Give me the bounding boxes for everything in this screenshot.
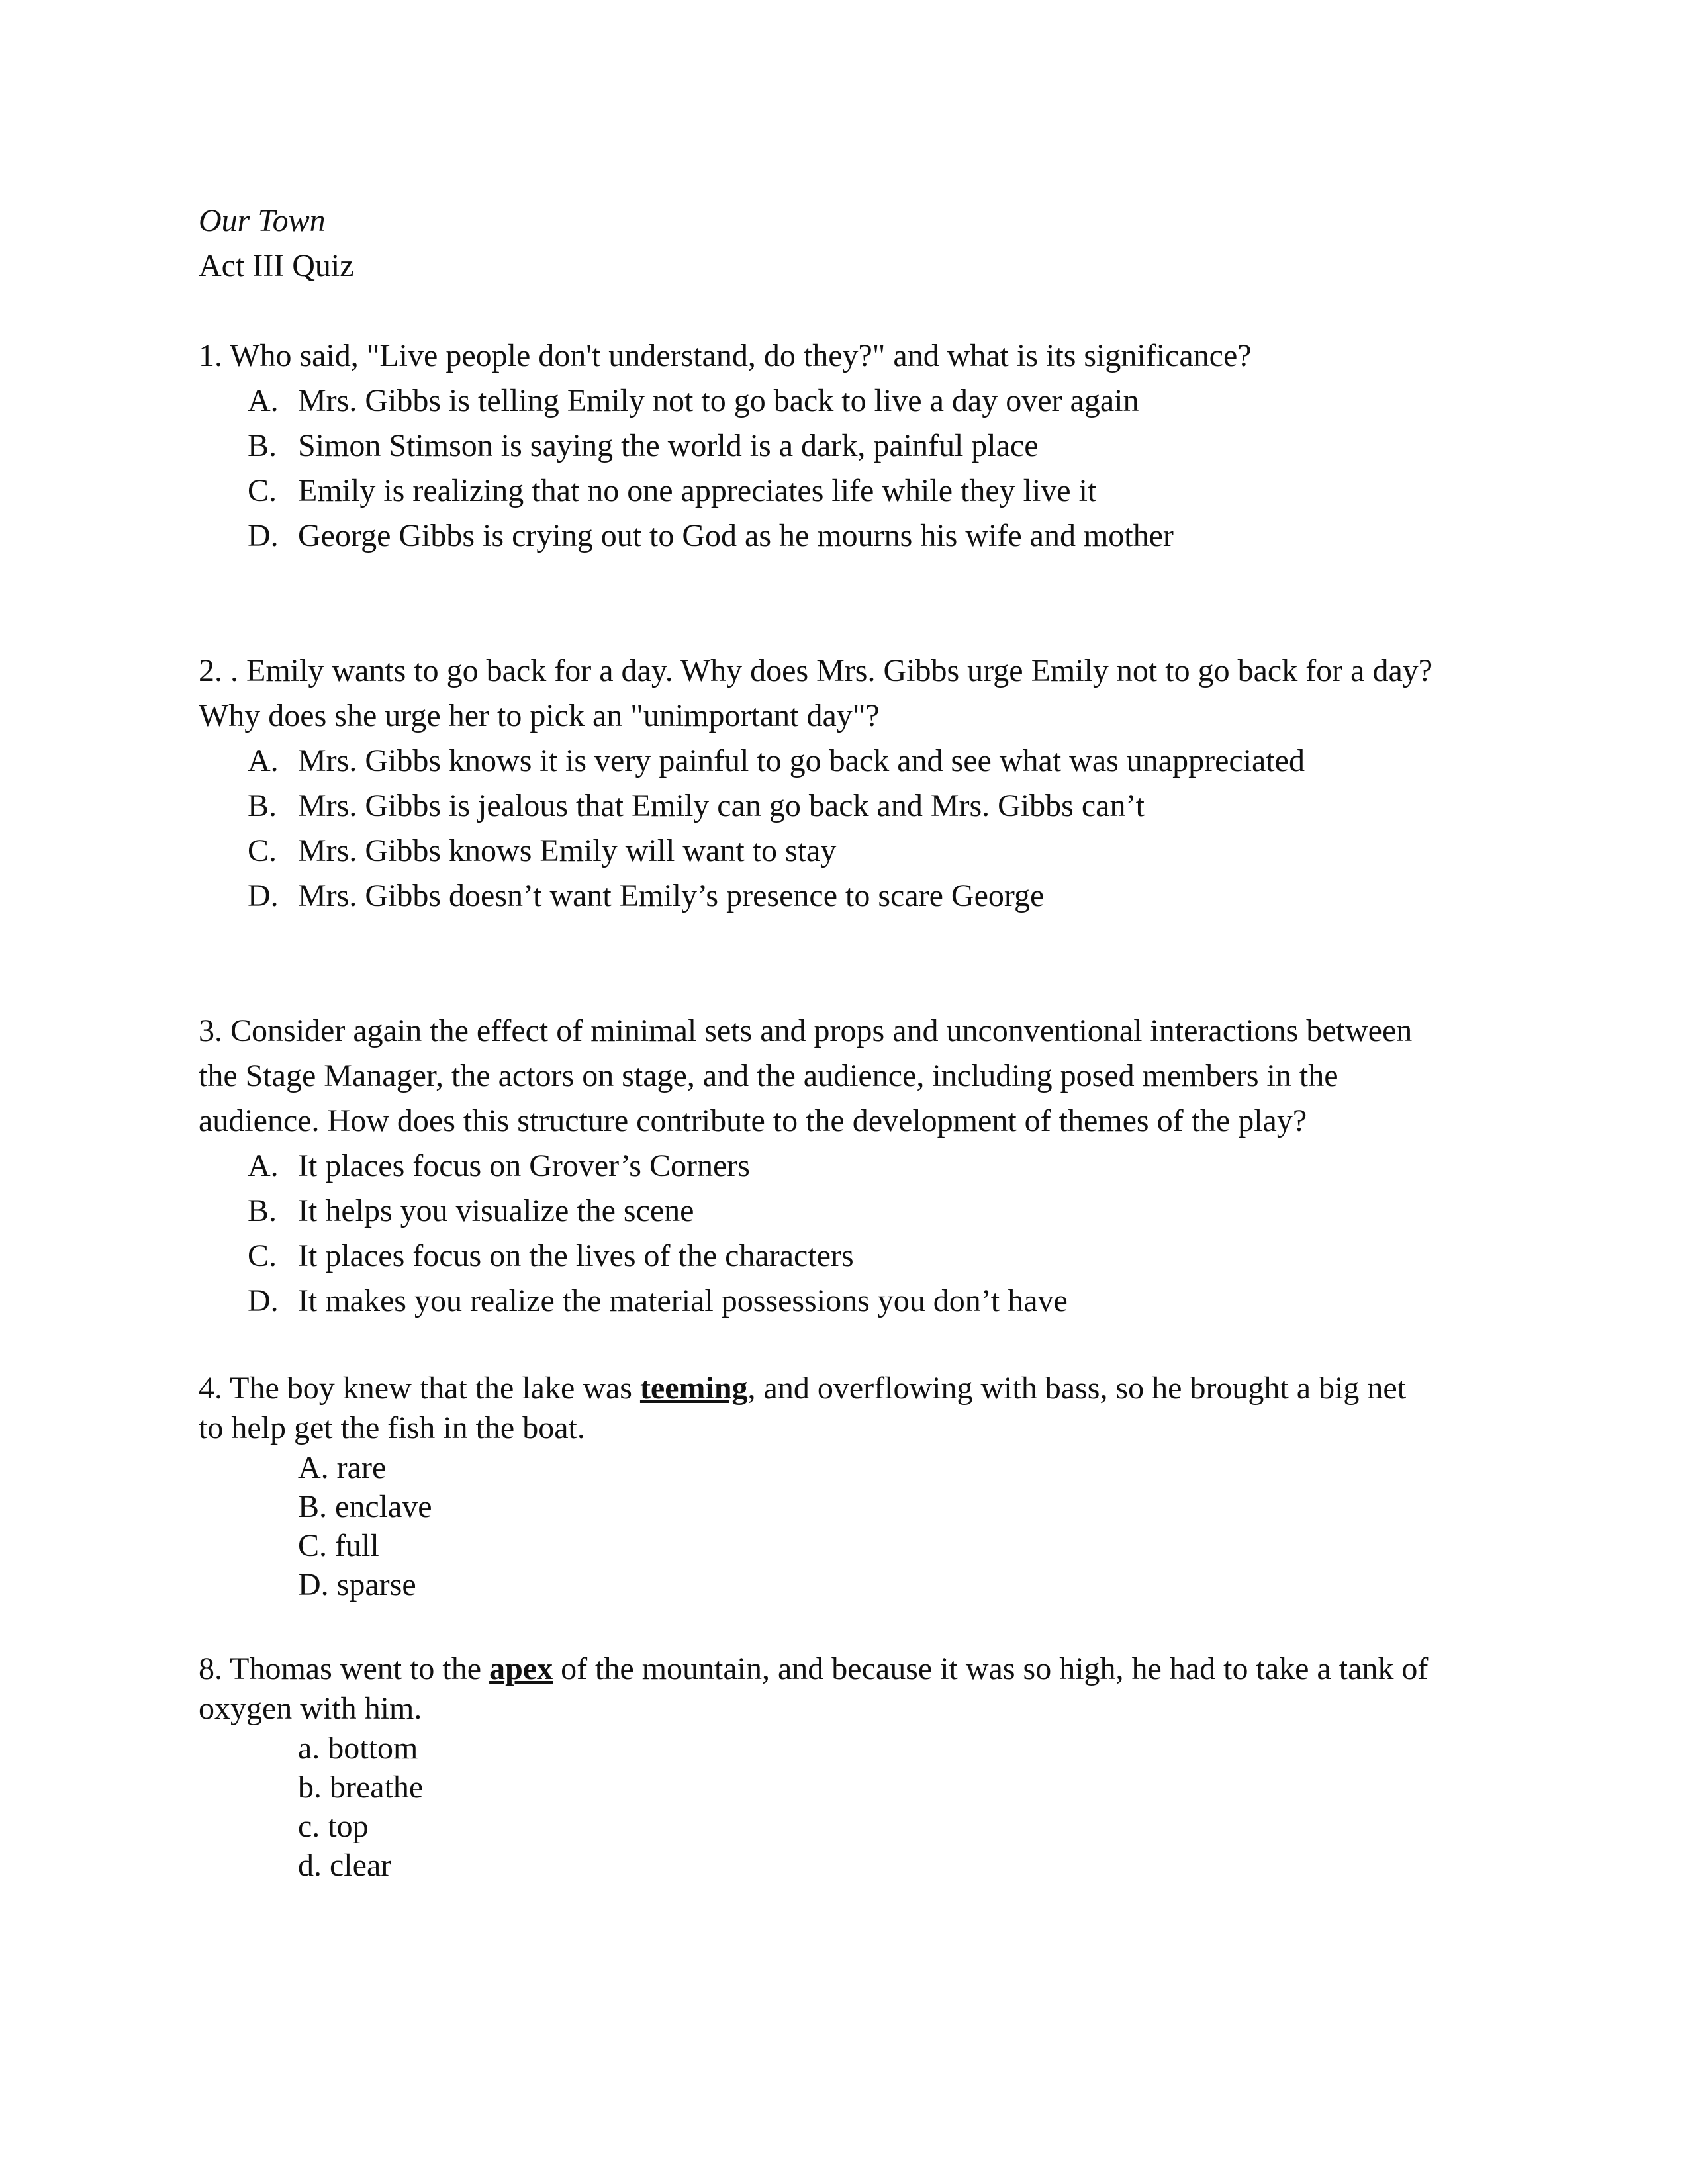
question-8-option-a: a. bottom xyxy=(298,1731,418,1766)
question-1-option-b: B. Simon Stimson is saying the world is a dark, painful place xyxy=(248,428,1039,463)
question-1-option-c: C. Emily is realizing that no one appreciates life while they live it xyxy=(248,473,1097,508)
question-4-option-b: B. enclave xyxy=(298,1489,432,1524)
question-2 xyxy=(199,649,1489,919)
question-8-option-d: d. clear xyxy=(298,1848,392,1883)
question-3-text-line-1: 3. Consider again the effect of minimal sets and props and unconventional interactions between xyxy=(199,1013,1413,1048)
question-2-option-a: A. Mrs. Gibbs knows it is very painful to go back and see what was unappreciated xyxy=(248,743,1305,778)
vocab-word-apex: apex xyxy=(489,1651,553,1686)
question-8-text-line-1: 8. Thomas went to the apex of the mountain, and because it was so high, he had to take a tank of xyxy=(199,1651,1429,1686)
question-8-option-b: b. breathe xyxy=(298,1770,424,1805)
question-3-text-line-3: audience. How does this structure contribute to the development of themes of the play? xyxy=(199,1103,1307,1138)
question-1 xyxy=(199,334,1489,559)
question-2-option-d: D. Mrs. Gibbs doesn’t want Emily’s presence to scare George xyxy=(248,878,1045,913)
question-2-text-line-2: Why does she urge her to pick an "unimportant day"? xyxy=(199,698,880,733)
question-4-text-line-2: to help get the fish in the boat. xyxy=(199,1410,585,1445)
question-3-option-d: D. It makes you realize the material possessions you don’t have xyxy=(248,1283,1068,1318)
question-4 xyxy=(199,1369,1489,1604)
question-1-text: 1. Who said, "Live people don't understand, do they?" and what is its significance? xyxy=(199,338,1252,373)
question-2-option-c: C. Mrs. Gibbs knows Emily will want to stay xyxy=(248,833,837,868)
question-4-text-line-1: 4. The boy knew that the lake was teeming, and overflowing with bass, so he brought a big net xyxy=(199,1371,1407,1406)
question-3-option-b: B. It helps you visualize the scene xyxy=(248,1193,694,1228)
question-8-option-c: c. top xyxy=(298,1809,369,1844)
quiz-page xyxy=(199,199,1489,1885)
question-4-option-d: D. sparse xyxy=(298,1567,416,1602)
question-3-option-a: A. It places focus on Grover’s Corners xyxy=(248,1148,750,1183)
question-2-option-b: B. Mrs. Gibbs is jealous that Emily can go back and Mrs. Gibbs can’t xyxy=(248,788,1145,823)
question-3-text-line-2: the Stage Manager, the actors on stage, and the audience, including posed members in the xyxy=(199,1058,1338,1093)
question-3-option-c: C. It places focus on the lives of the characters xyxy=(248,1238,854,1273)
question-2-text-line-1: 2. . Emily wants to go back for a day. Why does Mrs. Gibbs urge Emily not to go back for a day? xyxy=(199,653,1433,688)
question-8 xyxy=(199,1649,1489,1885)
question-4-option-c: C. full xyxy=(298,1528,379,1563)
question-4-option-a: A. rare xyxy=(298,1450,387,1485)
question-3 xyxy=(199,1009,1489,1324)
document-title: Our Town xyxy=(199,203,326,238)
document-subtitle: Act III Quiz xyxy=(199,248,354,283)
question-1-option-a: A. Mrs. Gibbs is telling Emily not to go back to live a day over again xyxy=(248,383,1139,418)
vocab-word-teeming: teeming xyxy=(639,1371,748,1406)
question-1-option-d: D. George Gibbs is crying out to God as he mourns his wife and mother xyxy=(248,518,1174,553)
question-8-text-line-2: oxygen with him. xyxy=(199,1691,422,1726)
